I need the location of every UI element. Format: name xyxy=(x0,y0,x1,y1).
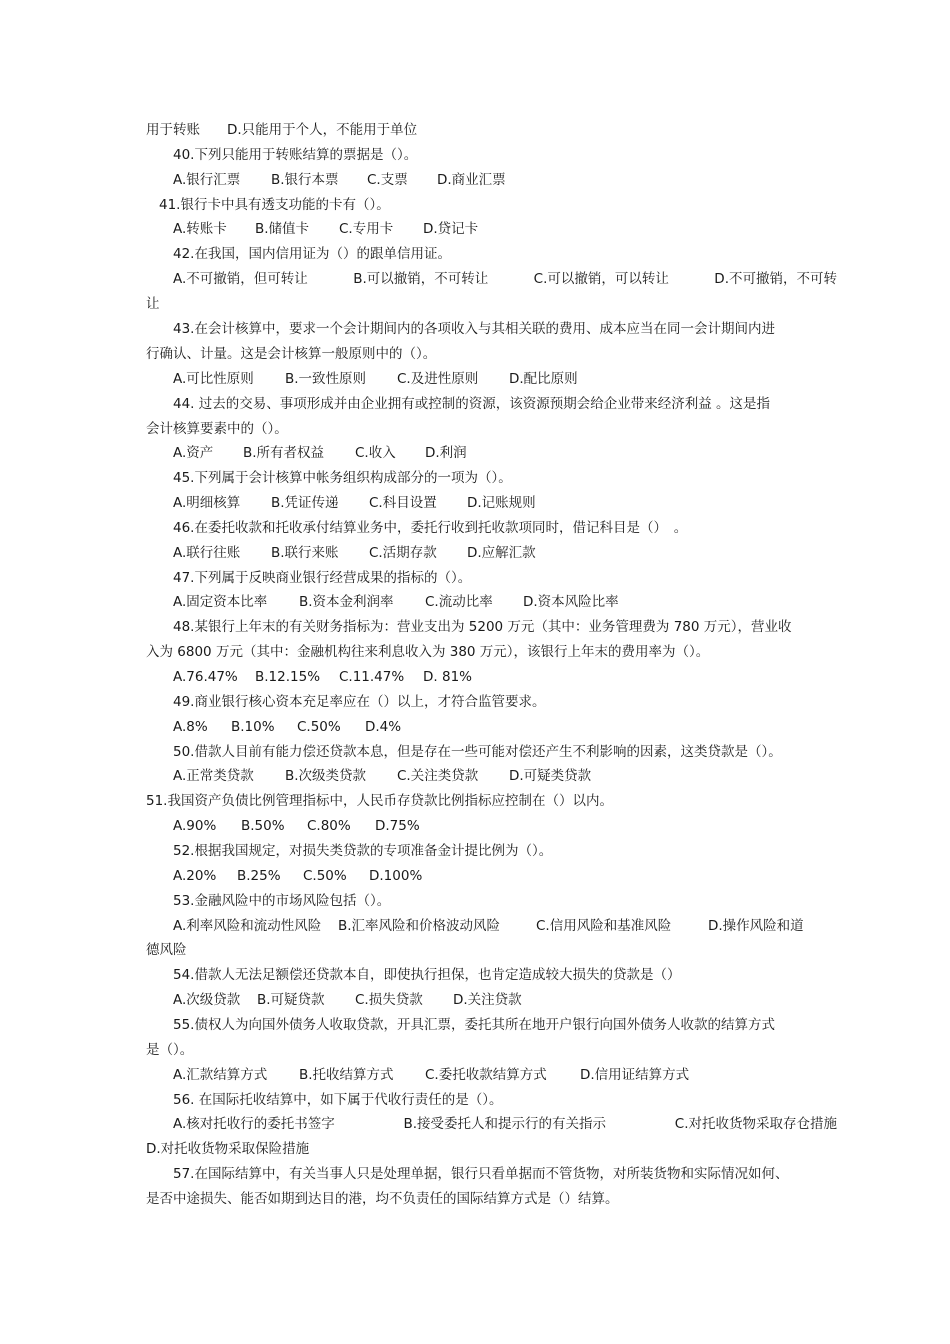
options-55 xyxy=(146,1065,837,1085)
option-c: C.流动比率 xyxy=(425,594,493,610)
option-b: B.一致性原则 xyxy=(285,371,367,387)
question-57: 57.在国际结算中，有关当事人只是处理单据，银行只看单据而不管货物，对所装货物和实际情况如何、 xyxy=(173,1166,789,1182)
question-41: 41.银行卡中具有透支功能的卡有（）。 xyxy=(159,197,390,213)
option-c: C.80% xyxy=(307,818,351,834)
options-49 xyxy=(146,717,837,737)
option-c: C.50% xyxy=(303,868,347,884)
option-a: A.核对托收行的委托书签字 xyxy=(173,1116,335,1132)
text-line: 让 xyxy=(146,296,160,312)
option-c: C.信用风险和基准风险 xyxy=(536,918,672,934)
options-50 xyxy=(146,766,837,786)
question-54: 54.借款人无法足额偿还贷款本自，即使执行担保，也肯定造成较大损失的贷款是（） xyxy=(173,967,681,983)
text-line: 入为 6800 万元（其中：金融机构往来利息收入为 380 万元），该银行上年末的费用率为（）。 xyxy=(146,644,710,660)
option-d: D.利润 xyxy=(425,445,467,461)
option-b: B.50% xyxy=(241,818,285,834)
options-45 xyxy=(146,493,837,513)
option-c: C.关注类贷款 xyxy=(397,768,479,784)
options-42 xyxy=(146,269,837,289)
question-47: 47.下列属于反映商业银行经营成果的指标的（）。 xyxy=(173,570,472,586)
option-a: A.可比性原则 xyxy=(173,371,254,387)
text-line: 行确认、计量。这是会计核算一般原则中的（）。 xyxy=(146,346,437,362)
option-d: D.75% xyxy=(375,818,420,834)
option-c: C.对托收货物采取存仓措施 xyxy=(674,1116,837,1132)
option-a: A.资产 xyxy=(173,445,214,461)
question-44: 44. 过去的交易、事项形成并由企业拥有或控制的资源，该资源预期会给企业带来经济利益 。这是指 xyxy=(173,396,771,412)
option-d: D.贷记卡 xyxy=(423,221,479,237)
option-c: C.专用卡 xyxy=(339,221,394,237)
option-a: A.固定资本比率 xyxy=(173,594,268,610)
option-a: A.明细核算 xyxy=(173,495,241,511)
option-c: C.损失贷款 xyxy=(355,992,423,1008)
option-b: B.所有者权益 xyxy=(243,445,325,461)
text-line: 德风险 xyxy=(146,942,187,958)
option-d: D. 81% xyxy=(423,669,472,685)
option-b: B.接受委托人和提示行的有关指示 xyxy=(403,1116,607,1132)
option-c: C.收入 xyxy=(355,445,396,461)
option-d: D.记账规则 xyxy=(467,495,536,511)
option-a: A.利率风险和流动性风险 xyxy=(173,918,322,934)
option-d: D.关注贷款 xyxy=(453,992,522,1008)
option-a: A.20% xyxy=(173,868,217,884)
options-51 xyxy=(146,816,837,836)
options-53 xyxy=(146,916,837,936)
question-56: 56. 在国际托收结算中，如下属于代收行责任的是（）。 xyxy=(173,1092,503,1108)
question-50: 50.借款人目前有能力偿还贷款本息，但是存在一些可能对偿还产生不利影响的因素，这类贷款是（）。 xyxy=(173,744,782,760)
option-d: D.操作风险和道 xyxy=(708,918,804,934)
option-b: B.可疑贷款 xyxy=(257,992,325,1008)
question-49: 49.商业银行核心资本充足率应在（）以上，才符合监管要求。 xyxy=(173,694,546,710)
option-b: B.托收结算方式 xyxy=(299,1067,394,1083)
option-a: A.联行往账 xyxy=(173,545,241,561)
question-46: 46.在委托收款和托收承付结算业务中，委托行收到托收款项同时，借记科目是（） 。 xyxy=(173,520,688,536)
option-a: A.转账卡 xyxy=(173,221,227,237)
options-43 xyxy=(146,369,837,389)
question-53: 53.金融风险中的市场风险包括（）。 xyxy=(173,893,391,909)
option-c: C.11.47% xyxy=(339,669,405,685)
option-b: B.25% xyxy=(237,868,281,884)
question-48: 48.某银行上年末的有关财务指标为：营业支出为 5200 万元（其中：业务管理费为 780 万元），营业收 xyxy=(173,619,792,635)
options-56 xyxy=(146,1114,837,1134)
option-d: D.应解汇款 xyxy=(467,545,536,561)
option-c: C.活期存款 xyxy=(369,545,437,561)
option-b: B.12.15% xyxy=(255,669,321,685)
options-52 xyxy=(146,866,837,886)
option-c: C.委托收款结算方式 xyxy=(425,1067,547,1083)
option-b: B.次级类贷款 xyxy=(285,768,367,784)
option-b: B.凭证传递 xyxy=(271,495,339,511)
options-44 xyxy=(146,443,837,463)
option-a: A.不可撤销，但可转让 xyxy=(173,271,308,287)
option-d: D.4% xyxy=(365,719,402,735)
option-d: D.对托收货物采取保险措施 xyxy=(146,1141,310,1157)
option-c: C.支票 xyxy=(367,172,408,188)
question-55: 55.债权人为向国外债务人收取贷款，开具汇票，委托其所在地开户银行向国外债务人收款的结算方式 xyxy=(173,1017,775,1033)
option-d: D.配比原则 xyxy=(509,371,578,387)
option-b: B.联行来账 xyxy=(271,545,339,561)
question-52: 52.根据我国规定，对损失类贷款的专项准备金计提比例为（）。 xyxy=(173,843,553,859)
option-b: B.可以撤销，不可转让 xyxy=(353,271,489,287)
options-54 xyxy=(146,990,837,1010)
option-b: B.10% xyxy=(231,719,275,735)
text-line: 用于转账 D.只能用于个人，不能用于单位 xyxy=(146,122,418,138)
option-a: A.汇款结算方式 xyxy=(173,1067,268,1083)
option-d: D.100% xyxy=(369,868,423,884)
option-d: D.不可撤销，不可转 xyxy=(714,271,837,287)
option-a: A.正常类贷款 xyxy=(173,768,254,784)
question-45: 45.下列属于会计核算中帐务组织构成部分的一项为（）。 xyxy=(173,470,512,486)
option-c: C.50% xyxy=(297,719,341,735)
option-c: C.可以撤销，可以转让 xyxy=(533,271,669,287)
question-43: 43.在会计核算中，要求一个会计期间内的各项收入与其相关联的费用、成本应当在同一会计期间内进 xyxy=(173,321,775,337)
text-line: 是否中途损失、能否如期到达目的港，均不负责任的国际结算方式是（）结算。 xyxy=(146,1191,619,1207)
option-b: B.银行本票 xyxy=(271,172,339,188)
option-c: C.及进性原则 xyxy=(397,371,479,387)
options-47 xyxy=(146,592,837,612)
text-line: 是（）。 xyxy=(146,1042,194,1058)
question-42: 42.在我国，国内信用证为（）的跟单信用证。 xyxy=(173,246,451,262)
option-b: B.资本金利润率 xyxy=(299,594,394,610)
text-line: 会计核算要素中的（）。 xyxy=(146,421,288,437)
option-b: B.汇率风险和价格波动风险 xyxy=(338,918,501,934)
option-b: B.储值卡 xyxy=(255,221,310,237)
options-40 xyxy=(146,170,837,190)
question-51: 51.我国资产负债比例管理指标中，人民币存贷款比例指标应控制在（）以内。 xyxy=(146,793,613,809)
option-d: D.信用证结算方式 xyxy=(580,1067,690,1083)
options-46 xyxy=(146,543,837,563)
option-a: A.76.47% xyxy=(173,669,238,685)
option-c: C.科目设置 xyxy=(369,495,437,511)
option-d: D.可疑类贷款 xyxy=(509,768,592,784)
option-d: D.商业汇票 xyxy=(437,172,506,188)
question-40: 40.下列只能用于转账结算的票据是（）。 xyxy=(173,147,418,163)
options-48 xyxy=(146,667,837,687)
option-d: D.资本风险比率 xyxy=(523,594,619,610)
option-a: A.90% xyxy=(173,818,217,834)
option-a: A.银行汇票 xyxy=(173,172,241,188)
option-a: A.8% xyxy=(173,719,208,735)
option-a: A.次级贷款 xyxy=(173,992,241,1008)
options-41 xyxy=(146,219,837,239)
